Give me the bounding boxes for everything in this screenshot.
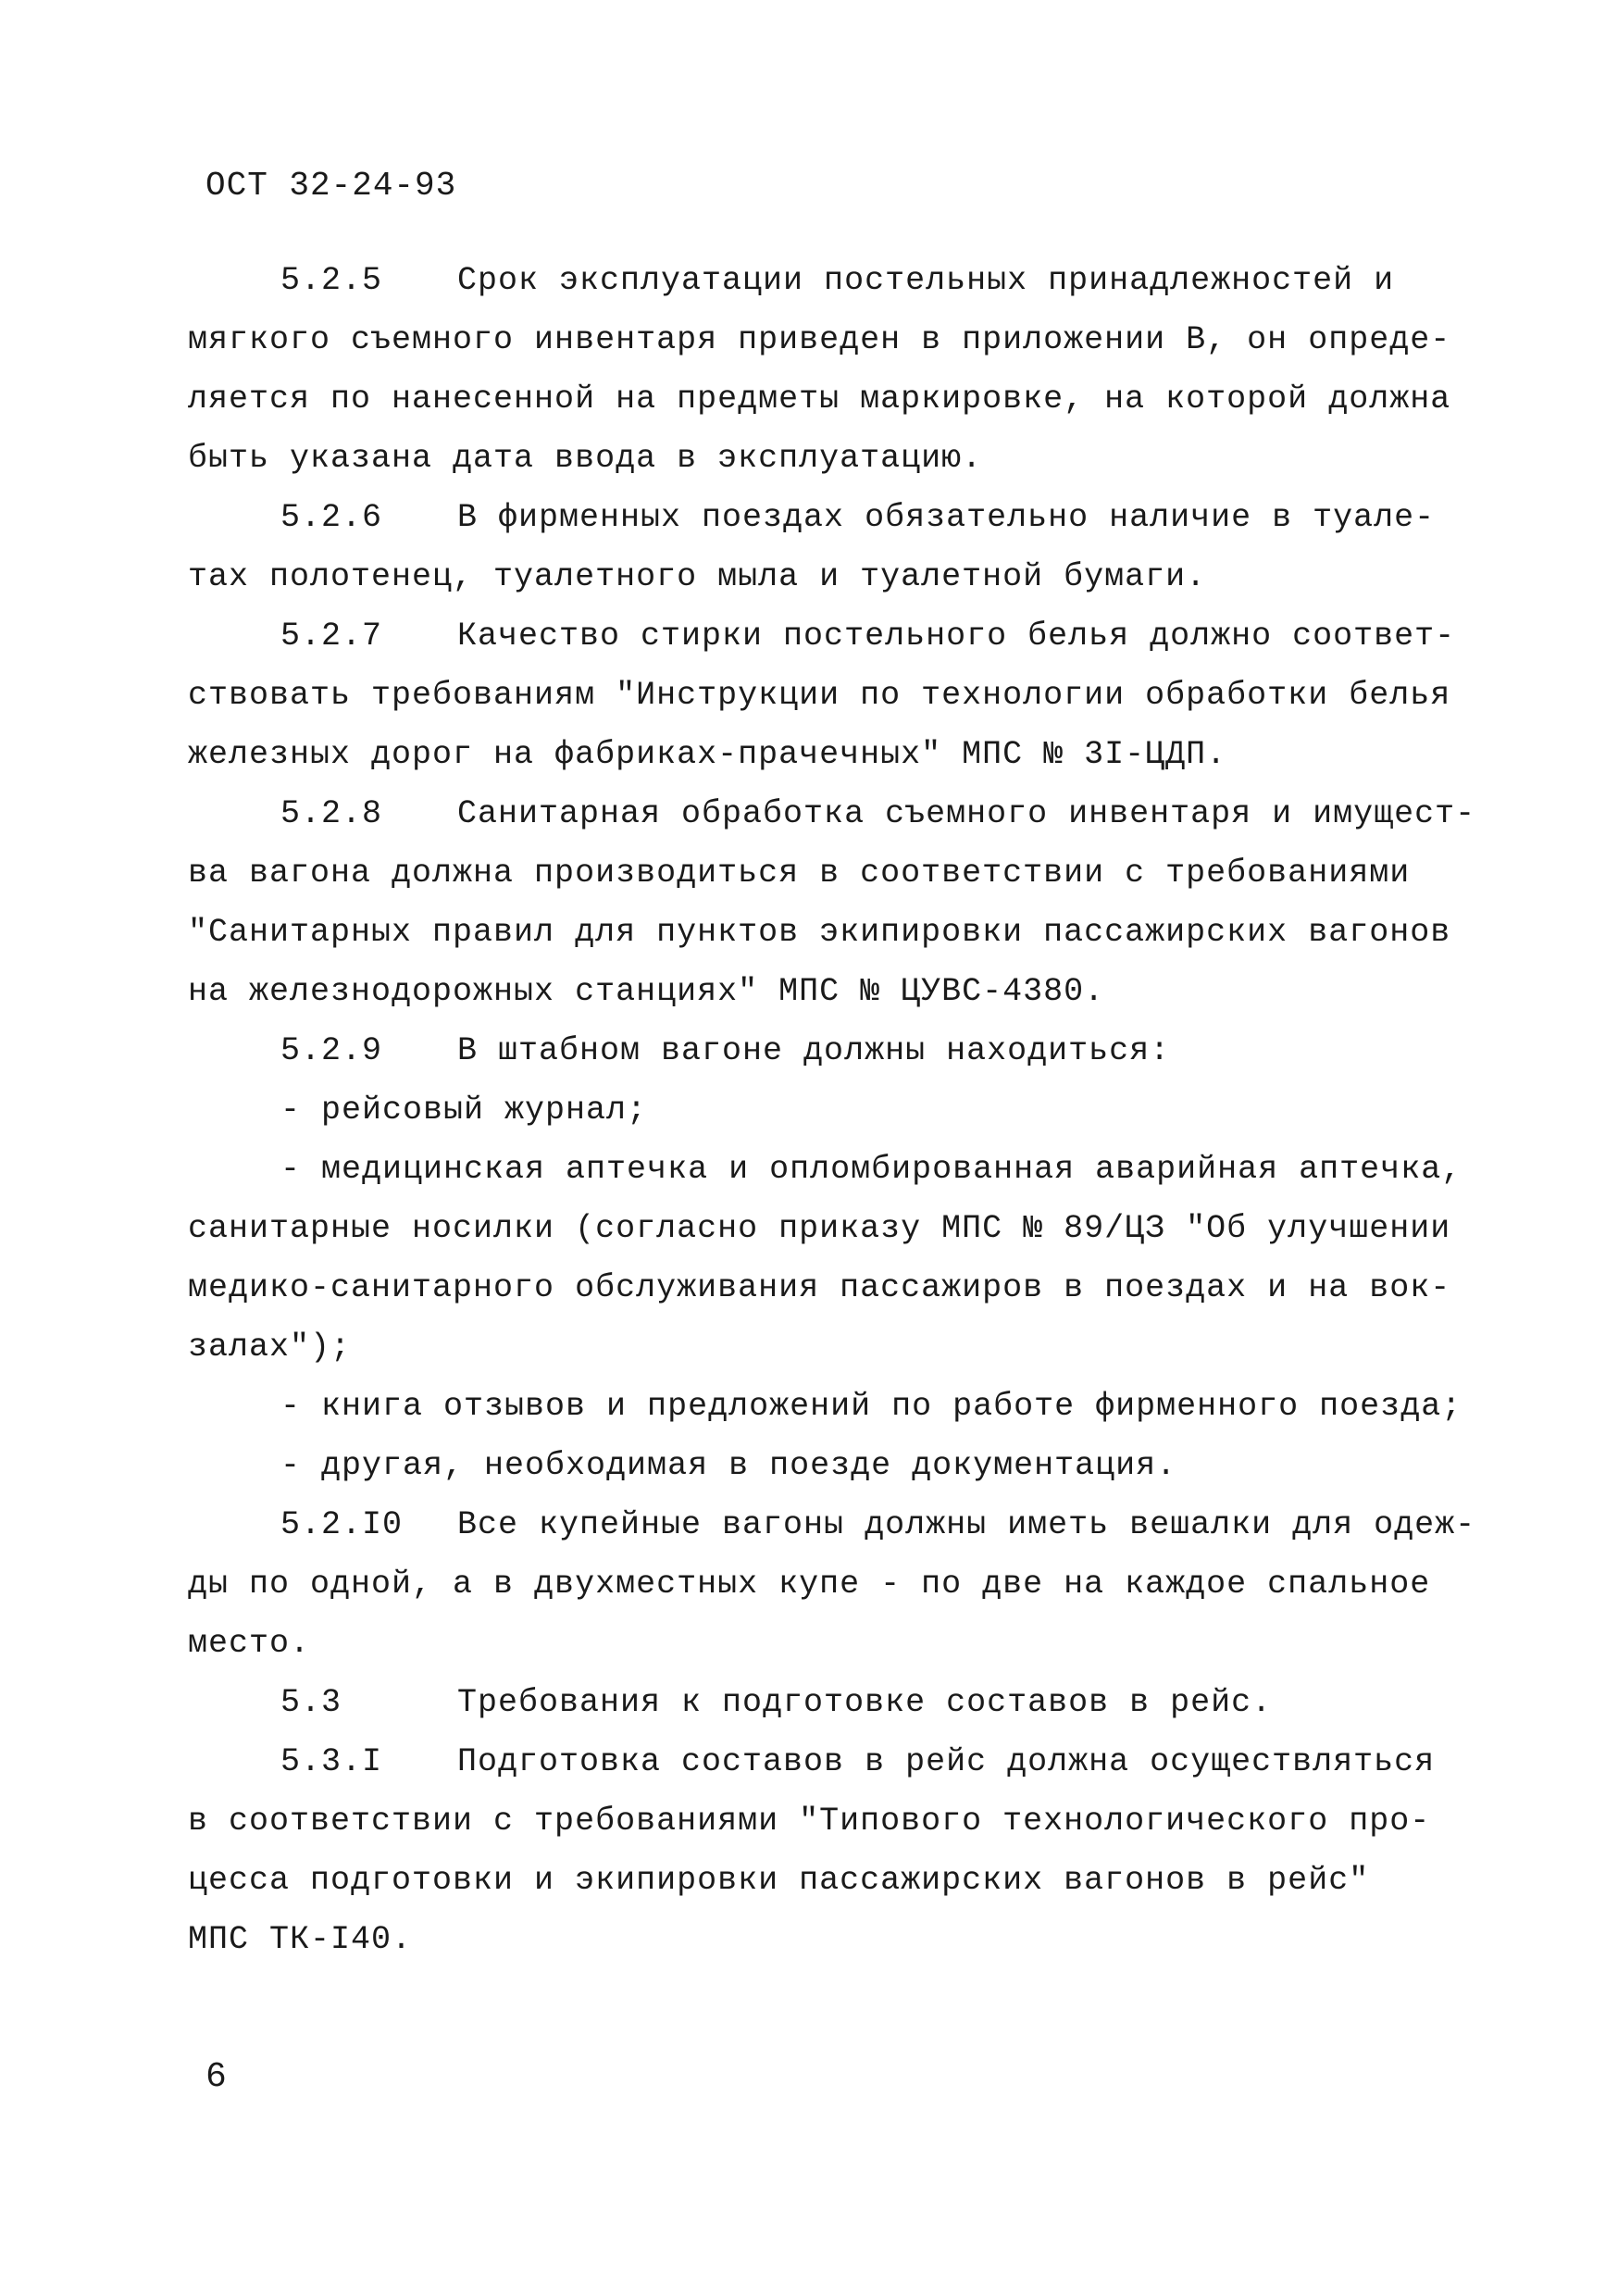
list-item: - рейсовый журнал; [280, 1092, 648, 1129]
text-line: залах"); [188, 1329, 352, 1366]
clause-number: 5.2.6 [280, 499, 383, 536]
text-line: Все купейные вагоны должны иметь вешалки для одеж- [457, 1506, 1476, 1543]
text-line: Подготовка составов в рейс должна осуществляться [457, 1743, 1436, 1780]
page-number: 6 [205, 2057, 227, 2097]
text-line: В штабном вагоне должны находиться: [457, 1032, 1171, 1069]
text-line: Срок эксплуатации постельных принадлежностей и [457, 262, 1395, 299]
text-line: В фирменных поездах обязательно наличие в туале- [457, 499, 1436, 536]
text-line: цесса подготовки и экипировки пассажирских вагонов в рейс" [188, 1862, 1370, 1899]
text-line: МПС ТК-I40. [188, 1921, 413, 1958]
section-number: 5.3 [280, 1684, 342, 1721]
clause-number: 5.2.7 [280, 618, 383, 655]
clause-number: 5.2.5 [280, 262, 383, 299]
text-line: ды по одной, а в двухместных купе - по две на каждое спальное [188, 1566, 1431, 1603]
clause-number: 5.2.I0 [280, 1506, 404, 1543]
clause-number: 5.2.8 [280, 795, 383, 832]
text-line: медико-санитарного обслуживания пассажиров в поездах и на вок- [188, 1269, 1451, 1306]
text-line: Качество стирки постельного белья должно соответ- [457, 618, 1456, 655]
list-item: - книга отзывов и предложений по работе фирменного поезда; [280, 1388, 1462, 1425]
text-line: ляется по нанесенной на предметы маркировке, на которой должна [188, 381, 1451, 418]
text-line: "Санитарных правил для пунктов экипировки пассажирских вагонов [188, 914, 1451, 951]
list-item: - медицинская аптечка и опломбированная аварийная аптечка, [280, 1151, 1462, 1188]
text-line: место. [188, 1625, 311, 1662]
text-line: железных дорог на фабриках-прачечных" МПС № 3I-ЦДП. [188, 736, 1227, 773]
text-line: ствовать требованиям "Инструкции по технологии обработки белья [188, 677, 1451, 714]
text-line: санитарные носилки (согласно приказу МПС № 89/ЦЗ "Об улучшении [188, 1210, 1451, 1247]
section-title: Требования к подготовке составов в рейс. [457, 1684, 1273, 1721]
clause-number: 5.2.9 [280, 1032, 383, 1069]
text-line: в соответствии с требованиями "Типового технологического про- [188, 1803, 1431, 1840]
text-line: мягкого съемного инвентаря приведен в приложении В, он опреде- [188, 321, 1451, 358]
clause-number: 5.3.I [280, 1743, 383, 1780]
list-item: - другая, необходимая в поезде документация. [280, 1447, 1177, 1484]
document-code: ОСТ 32-24-93 [205, 167, 457, 205]
text-line: быть указана дата ввода в эксплуатацию. [188, 440, 983, 477]
text-line: ва вагона должна производиться в соответствии с требованиями [188, 855, 1411, 892]
text-line: на железнодорожных станциях" МПС № ЦУВС-4380. [188, 973, 1105, 1010]
text-line: Санитарная обработка съемного инвентаря и имущест- [457, 795, 1476, 832]
text-line: тах полотенец, туалетного мыла и туалетной бумаги. [188, 558, 1207, 595]
